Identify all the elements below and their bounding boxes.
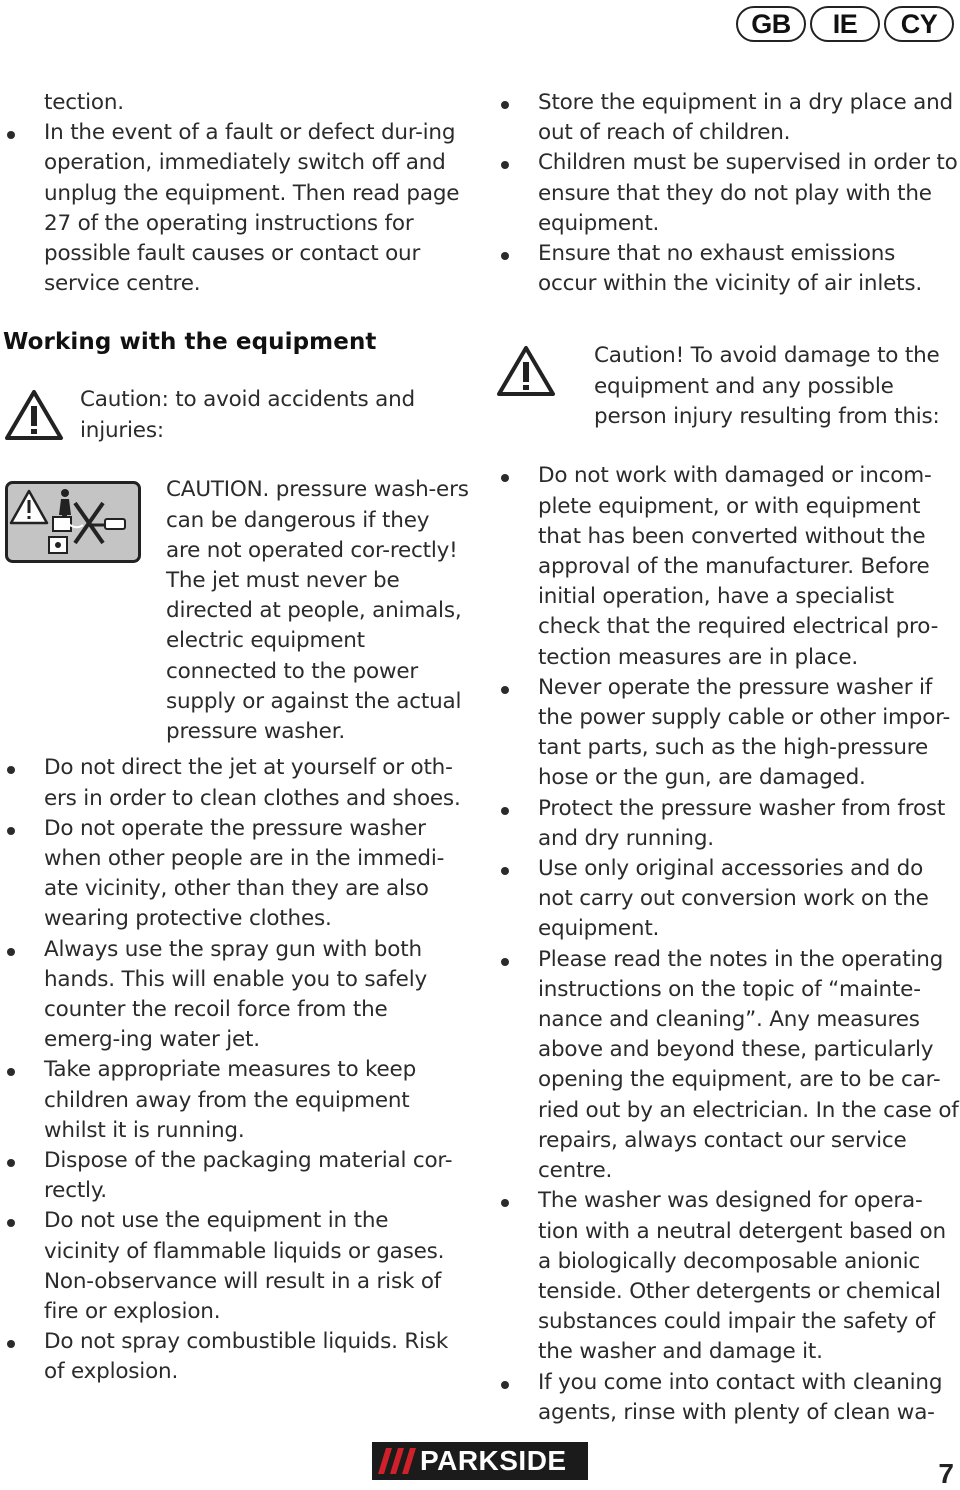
logo-stripes-icon: [372, 1442, 418, 1480]
language-badges: [736, 6, 954, 42]
language-badge-ie: IE: [810, 6, 880, 42]
list-item: If you come into contact with cleaning agents, rinse with plenty of clean wa-: [496, 1368, 960, 1428]
left-column: [0, 88, 470, 1388]
right-column: [496, 88, 960, 1428]
caution-text-pressure-washer: CAUTION. pressure wash-ers can be dangerous if they are not operated cor-rectly! The jet must never be directed at people, animals, electric equipment connected to the power supply or against the actual pressure washer.: [166, 477, 469, 745]
list-item: Use only original accessories and do not carry out conversion work on the equipment.: [496, 854, 960, 945]
caution-block-pressure-washer: [0, 475, 470, 747]
list-item: Take appropriate measures to keep children away from the equipment whilst it is running.: [0, 1055, 470, 1146]
page-number: 7: [938, 1458, 954, 1489]
caution-block-damage: [496, 341, 960, 433]
no-spray-at-people-pictogram-icon: [5, 481, 141, 563]
language-badge-cy: CY: [884, 6, 954, 42]
list-item: Always use the spray gun with both hands. This will enable you to safely counter the recoil force from the emerg-ing water jet.: [0, 935, 470, 1056]
safety-bullet-list-right: [496, 461, 960, 1428]
intro-continuation: tection.: [44, 90, 124, 115]
list-item: Do not operate the pressure washer when other people are in the immedi-ate vicinity, other than they are also wearing protective clothes.: [0, 814, 470, 935]
list-item: In the event of a fault or defect dur-ing operation, immediately switch off and unplug the equipment. Then read page 27 of the operating instructions for possible fault causes or contact our service centre.: [0, 118, 470, 299]
list-item: Dispose of the packaging material cor-rectly.: [0, 1146, 470, 1206]
warning-triangle-icon: [4, 389, 64, 441]
storage-bullet-list: [496, 88, 960, 299]
language-badge-gb: GB: [736, 6, 806, 42]
list-item: Protect the pressure washer from frost and dry running.: [496, 794, 960, 854]
list-item: The washer was designed for opera-tion with a neutral detergent based on a biologically decomposable anionic tenside. Other detergents or chemical substances could impair the safety of the washer and damage it.: [496, 1186, 960, 1367]
list-item: Please read the notes in the operating instructions on the topic of “mainte-nance and cleaning”. Any measures above and beyond these, particularly opening the equipment, are to be car-ried out by an electrician. In the case of repairs, always contact our service centre.: [496, 945, 960, 1187]
list-item: Store the equipment in a dry place and out of reach of children.: [496, 88, 960, 148]
caution-text-damage: Caution! To avoid damage to the equipment and any possible person injury resulting from this:: [594, 343, 940, 429]
caution-text-accidents: Caution: to avoid accidents and injuries:: [80, 387, 416, 443]
brand-name: PARKSIDE: [420, 1445, 567, 1476]
caution-block-accidents: [0, 385, 470, 445]
intro-bullet-list: [0, 118, 470, 299]
list-item: Do not use the equipment in the vicinity of flammable liquids or gases. Non-observance will result in a risk of fire or explosion.: [0, 1206, 470, 1327]
section-heading: Working with the equipment: [3, 329, 377, 356]
warning-triangle-icon: [496, 345, 556, 397]
parkside-logo: [372, 1442, 588, 1480]
list-item: Do not direct the jet at yourself or oth-ers in order to clean clothes and shoes.: [0, 753, 470, 813]
list-item: Never operate the pressure washer if the power supply cable or other impor-tant parts, such as the high-pressure hose or the gun, are damaged.: [496, 673, 960, 794]
list-item: Do not work with damaged or incom-plete equipment, or with equipment that has been converted without the approval of the manufacturer. Before initial operation, have a specialist check that the required electrical pro-tection measures are in place.: [496, 461, 960, 672]
list-item: Ensure that no exhaust emissions occur within the vicinity of air inlets.: [496, 239, 960, 299]
list-item: Children must be supervised in order to ensure that they do not play with the equipment.: [496, 148, 960, 239]
list-item: Do not spray combustible liquids. Risk of explosion.: [0, 1327, 470, 1387]
safety-bullet-list-left: [0, 753, 470, 1387]
